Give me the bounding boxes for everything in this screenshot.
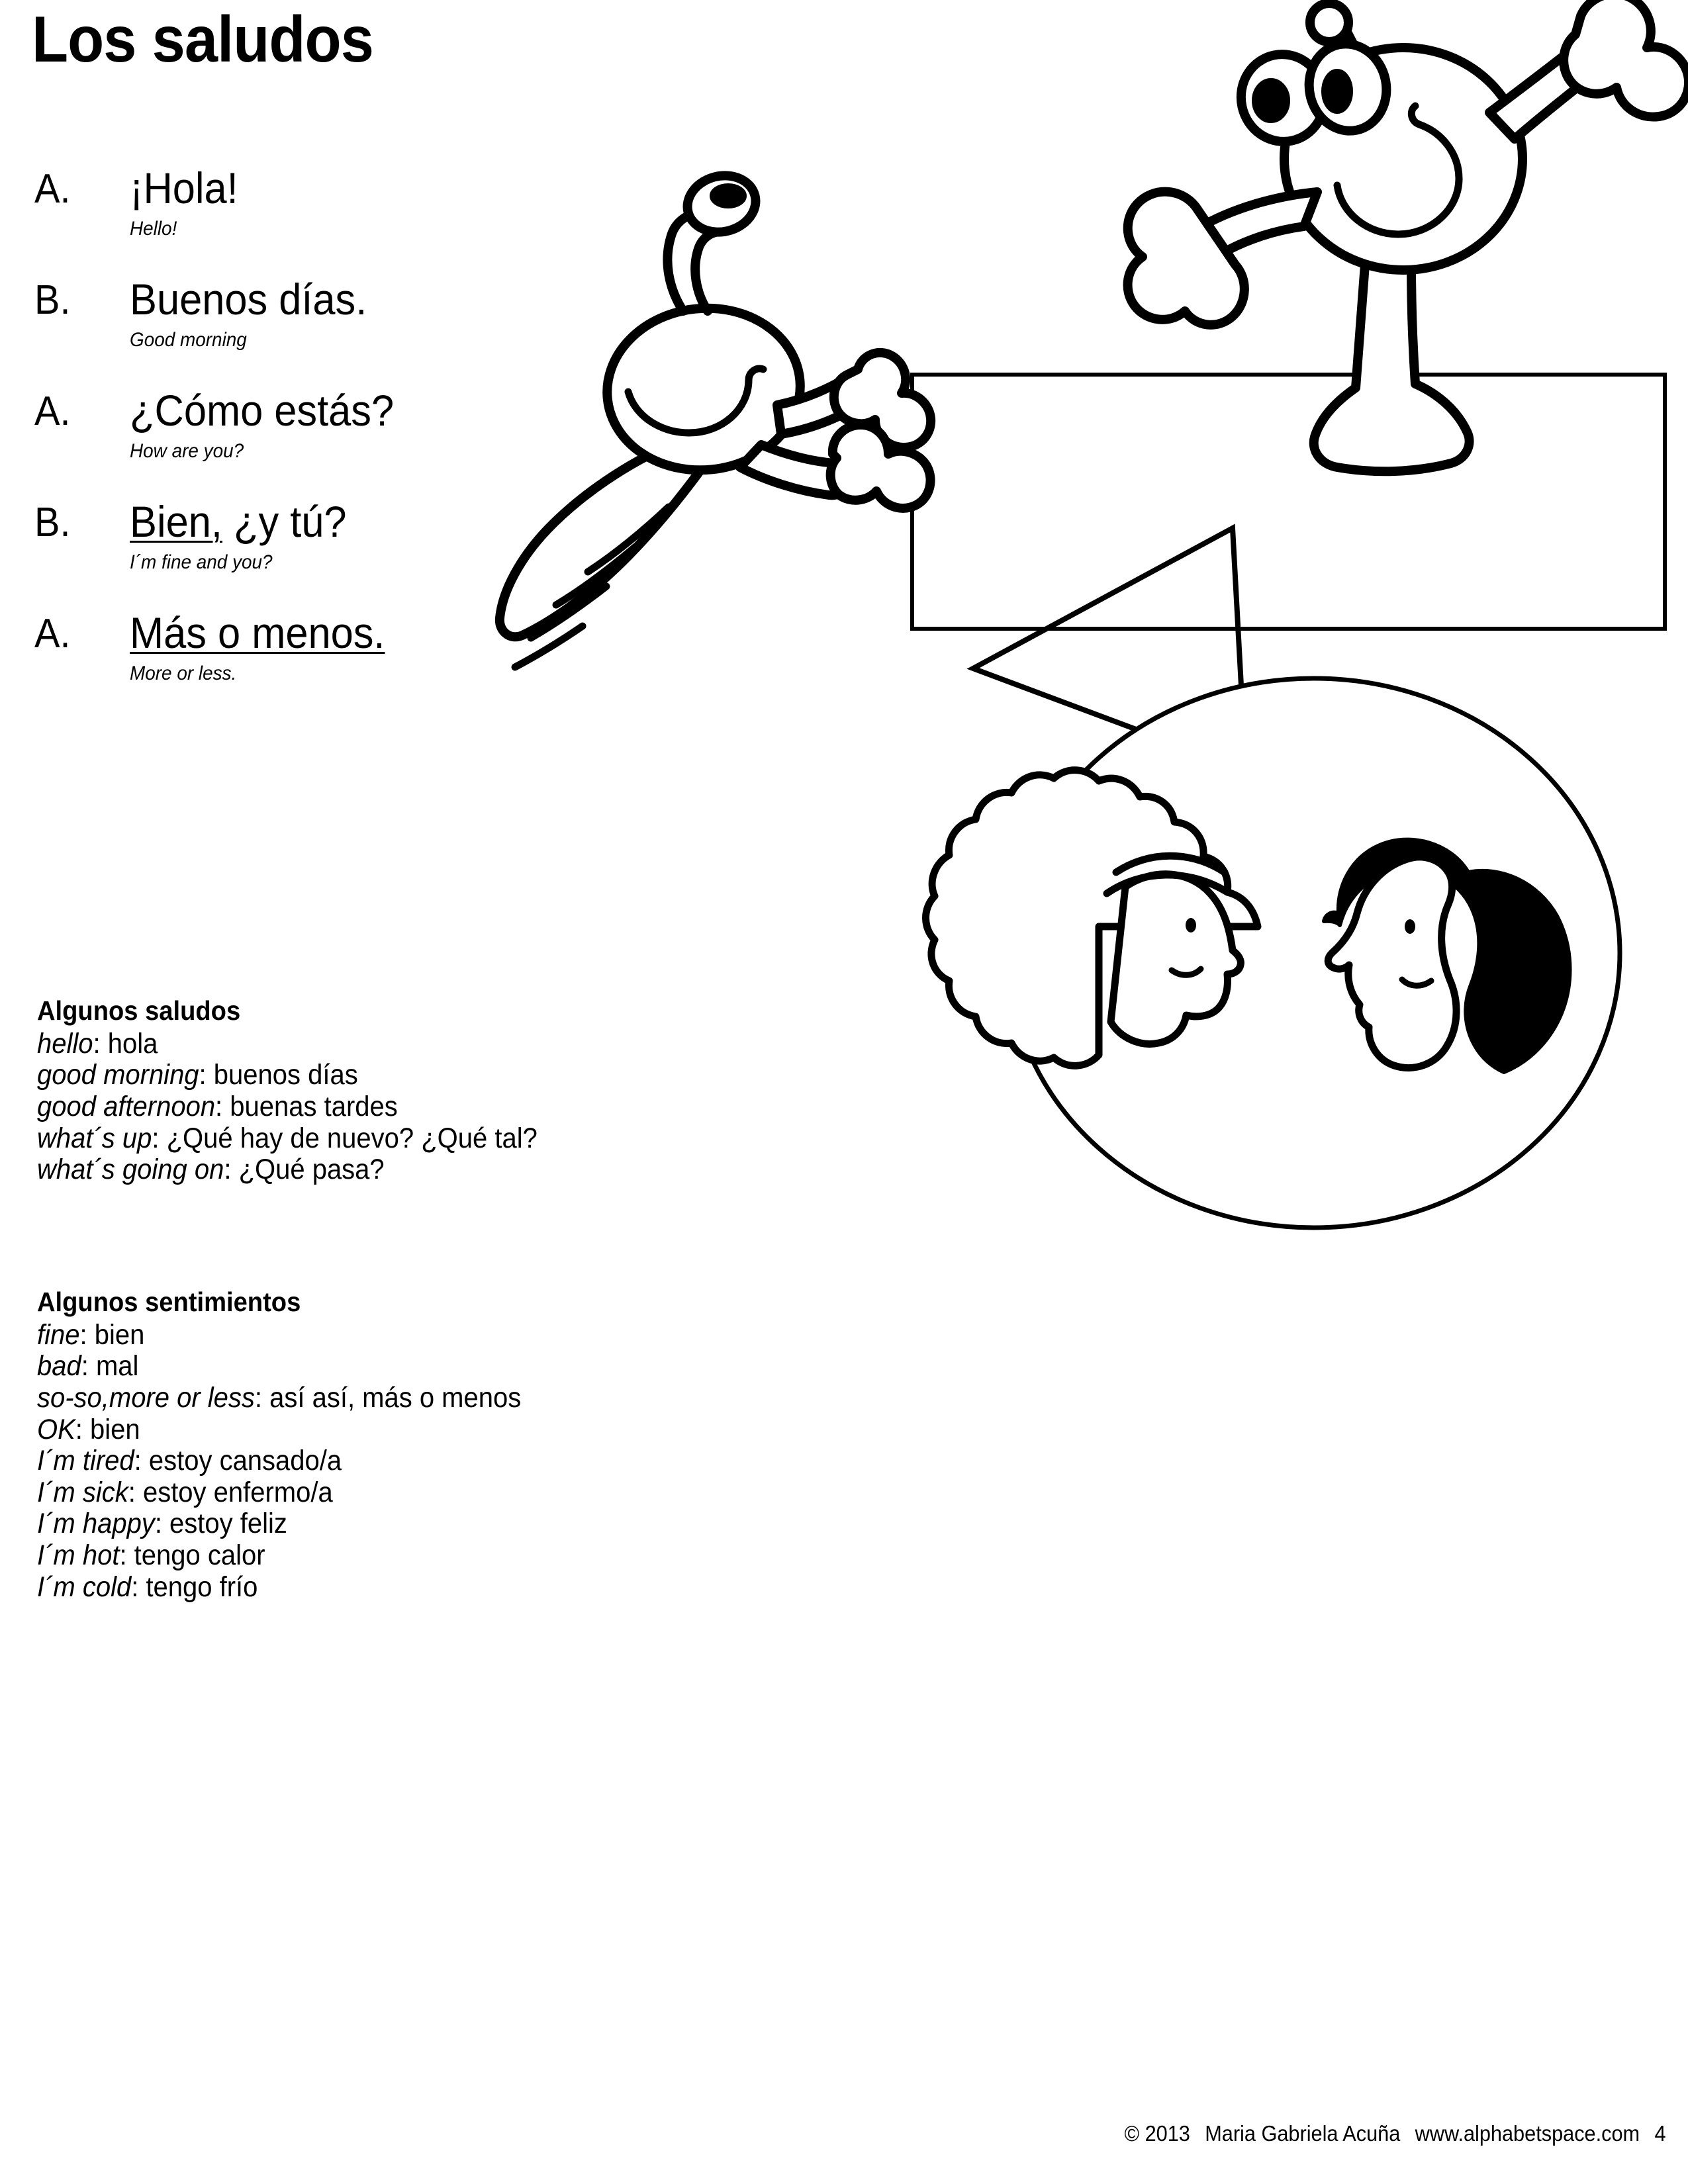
vocab-entry bbox=[37, 1060, 961, 1092]
vocab-entry-separator: : bbox=[119, 1539, 134, 1571]
vocab-entry-spanish: tengo frío bbox=[146, 1570, 258, 1603]
dialogue-row bbox=[0, 497, 861, 614]
vocab-entry bbox=[37, 1155, 961, 1187]
vocab-entry-english: bad bbox=[37, 1350, 81, 1383]
dialogue-speaker: A. bbox=[34, 611, 71, 657]
dialogue-row bbox=[0, 163, 861, 280]
vocab-entry-english: so-so,more or less bbox=[37, 1382, 255, 1414]
vocab-entry bbox=[37, 1351, 961, 1383]
vocab-entry-spanish: bien bbox=[90, 1413, 140, 1445]
vocab-entry bbox=[37, 1092, 961, 1124]
dialogue-row bbox=[0, 386, 861, 502]
dialogue-speaker: A. bbox=[34, 388, 71, 434]
dialogue-speaker: B. bbox=[34, 500, 71, 545]
vocab-entry bbox=[37, 1509, 961, 1541]
vocab-entry bbox=[37, 1446, 961, 1478]
vocab-entry bbox=[37, 1124, 961, 1156]
vocab-entry-spanish: hola bbox=[107, 1027, 158, 1060]
dialogue-english: Hello! bbox=[130, 218, 177, 240]
dialogue-english: How are you? bbox=[130, 440, 244, 462]
footer-page-number: 4 bbox=[1654, 2121, 1666, 2146]
dialogue-list bbox=[0, 163, 861, 725]
dialogue-speaker: B. bbox=[34, 277, 71, 323]
vocab-entry bbox=[37, 1541, 961, 1572]
vocab-entry-spanish: buenas tardes bbox=[230, 1091, 398, 1123]
footer-website: www.alphabetspace.com bbox=[1415, 2121, 1640, 2146]
vocab-entry-separator: : bbox=[131, 1570, 146, 1603]
vocab-entry-separator: : bbox=[134, 1445, 149, 1477]
dialogue-spanish: ¡Hola! bbox=[130, 163, 238, 212]
vocab-entry-separator: : bbox=[93, 1027, 108, 1060]
vocab-entry-english: what´s going on bbox=[37, 1154, 224, 1186]
dialogue-spanish: ¿Cómo estás? bbox=[130, 386, 395, 435]
dialogue-spanish bbox=[130, 610, 385, 657]
vocab-entry-separator: : bbox=[224, 1154, 239, 1186]
vocab-entry-separator: : bbox=[128, 1476, 143, 1508]
vocab-greetings-section bbox=[37, 996, 1030, 1187]
vocab-entry bbox=[37, 1478, 961, 1510]
vocab-entry-separator: : bbox=[215, 1091, 230, 1123]
dialogue-english: I´m fine and you? bbox=[130, 551, 273, 573]
vocab-entry-english: I´m cold bbox=[37, 1570, 132, 1603]
vocab-entry-separator: : bbox=[152, 1122, 167, 1154]
vocab-entry bbox=[37, 1572, 961, 1604]
dialogue-row bbox=[0, 275, 861, 391]
vocab-entry-separator: : bbox=[81, 1350, 96, 1383]
vocab-entry-separator: : bbox=[154, 1508, 170, 1540]
vocab-entry-separator: : bbox=[79, 1318, 95, 1351]
vocab-entry-spanish: estoy cansado/a bbox=[148, 1445, 342, 1477]
vocab-entry bbox=[37, 1383, 961, 1415]
dialogue-spanish-underlined: Más o menos. bbox=[130, 608, 385, 657]
vocab-entry-english: what´s up bbox=[37, 1122, 152, 1154]
page-title: Los saludos bbox=[32, 3, 373, 75]
vocab-greetings-heading: Algunos saludos bbox=[37, 995, 241, 1026]
vocab-entry-english: good morning bbox=[37, 1059, 199, 1091]
rectangle-shape bbox=[912, 375, 1665, 629]
vocab-entry-english: I´m tired bbox=[37, 1445, 134, 1477]
vocab-entry-separator: : bbox=[254, 1382, 270, 1414]
vocab-feelings-section bbox=[37, 1287, 1030, 1604]
alien-character bbox=[1128, 0, 1688, 471]
vocab-entry-spanish: ¿Qué hay de nuevo? ¿Qué tal? bbox=[166, 1122, 538, 1154]
vocab-entry-english: fine bbox=[37, 1318, 80, 1351]
vocab-entry-english: hello bbox=[37, 1027, 93, 1060]
dialogue-english: Good morning bbox=[130, 329, 247, 351]
boy-face-icon bbox=[1324, 840, 1570, 1072]
vocab-entry-spanish: estoy enfermo/a bbox=[142, 1476, 333, 1508]
dialogue-spanish-underlined: Bien, bbox=[130, 497, 222, 546]
dialogue-spanish: Buenos días. bbox=[130, 275, 367, 324]
vocab-entry-spanish: así así, más o menos bbox=[269, 1382, 522, 1414]
vocab-entry-spanish: bien bbox=[94, 1318, 145, 1351]
vocab-entry-spanish: buenos días bbox=[213, 1059, 358, 1091]
vocab-entry-english: I´m sick bbox=[37, 1476, 128, 1508]
dialogue-english: More or less. bbox=[130, 662, 237, 684]
vocab-entry bbox=[37, 1320, 961, 1352]
vocab-entry-spanish: tengo calor bbox=[134, 1539, 265, 1571]
vocab-entry-spanish: ¿Qué pasa? bbox=[238, 1154, 385, 1186]
dialogue-speaker: A. bbox=[34, 166, 71, 212]
vocab-feelings-heading: Algunos sentimientos bbox=[37, 1287, 301, 1317]
footer bbox=[118, 2121, 1688, 2146]
vocab-entry-spanish: estoy feliz bbox=[169, 1508, 287, 1540]
footer-author: Maria Gabriela Acuña bbox=[1205, 2121, 1401, 2146]
vocab-entry-english: OK bbox=[37, 1413, 75, 1445]
dialogue-row bbox=[0, 608, 861, 725]
vocab-entry-spanish: mal bbox=[95, 1350, 139, 1383]
vocab-entry-separator: : bbox=[75, 1413, 91, 1445]
dialogue-spanish bbox=[130, 498, 347, 545]
vocab-entry bbox=[37, 1415, 961, 1447]
vocab-entry-english: I´m happy bbox=[37, 1508, 155, 1540]
vocab-entry-english: I´m hot bbox=[37, 1539, 120, 1571]
vocab-entry-english: good afternoon bbox=[37, 1091, 216, 1123]
vocab-entry bbox=[37, 1029, 961, 1061]
dialogue-spanish-rest: ¿y tú? bbox=[222, 497, 347, 546]
footer-copyright: © 2013 bbox=[1124, 2121, 1190, 2146]
triangle-shape bbox=[973, 528, 1246, 770]
vocab-entry-separator: : bbox=[199, 1059, 214, 1091]
